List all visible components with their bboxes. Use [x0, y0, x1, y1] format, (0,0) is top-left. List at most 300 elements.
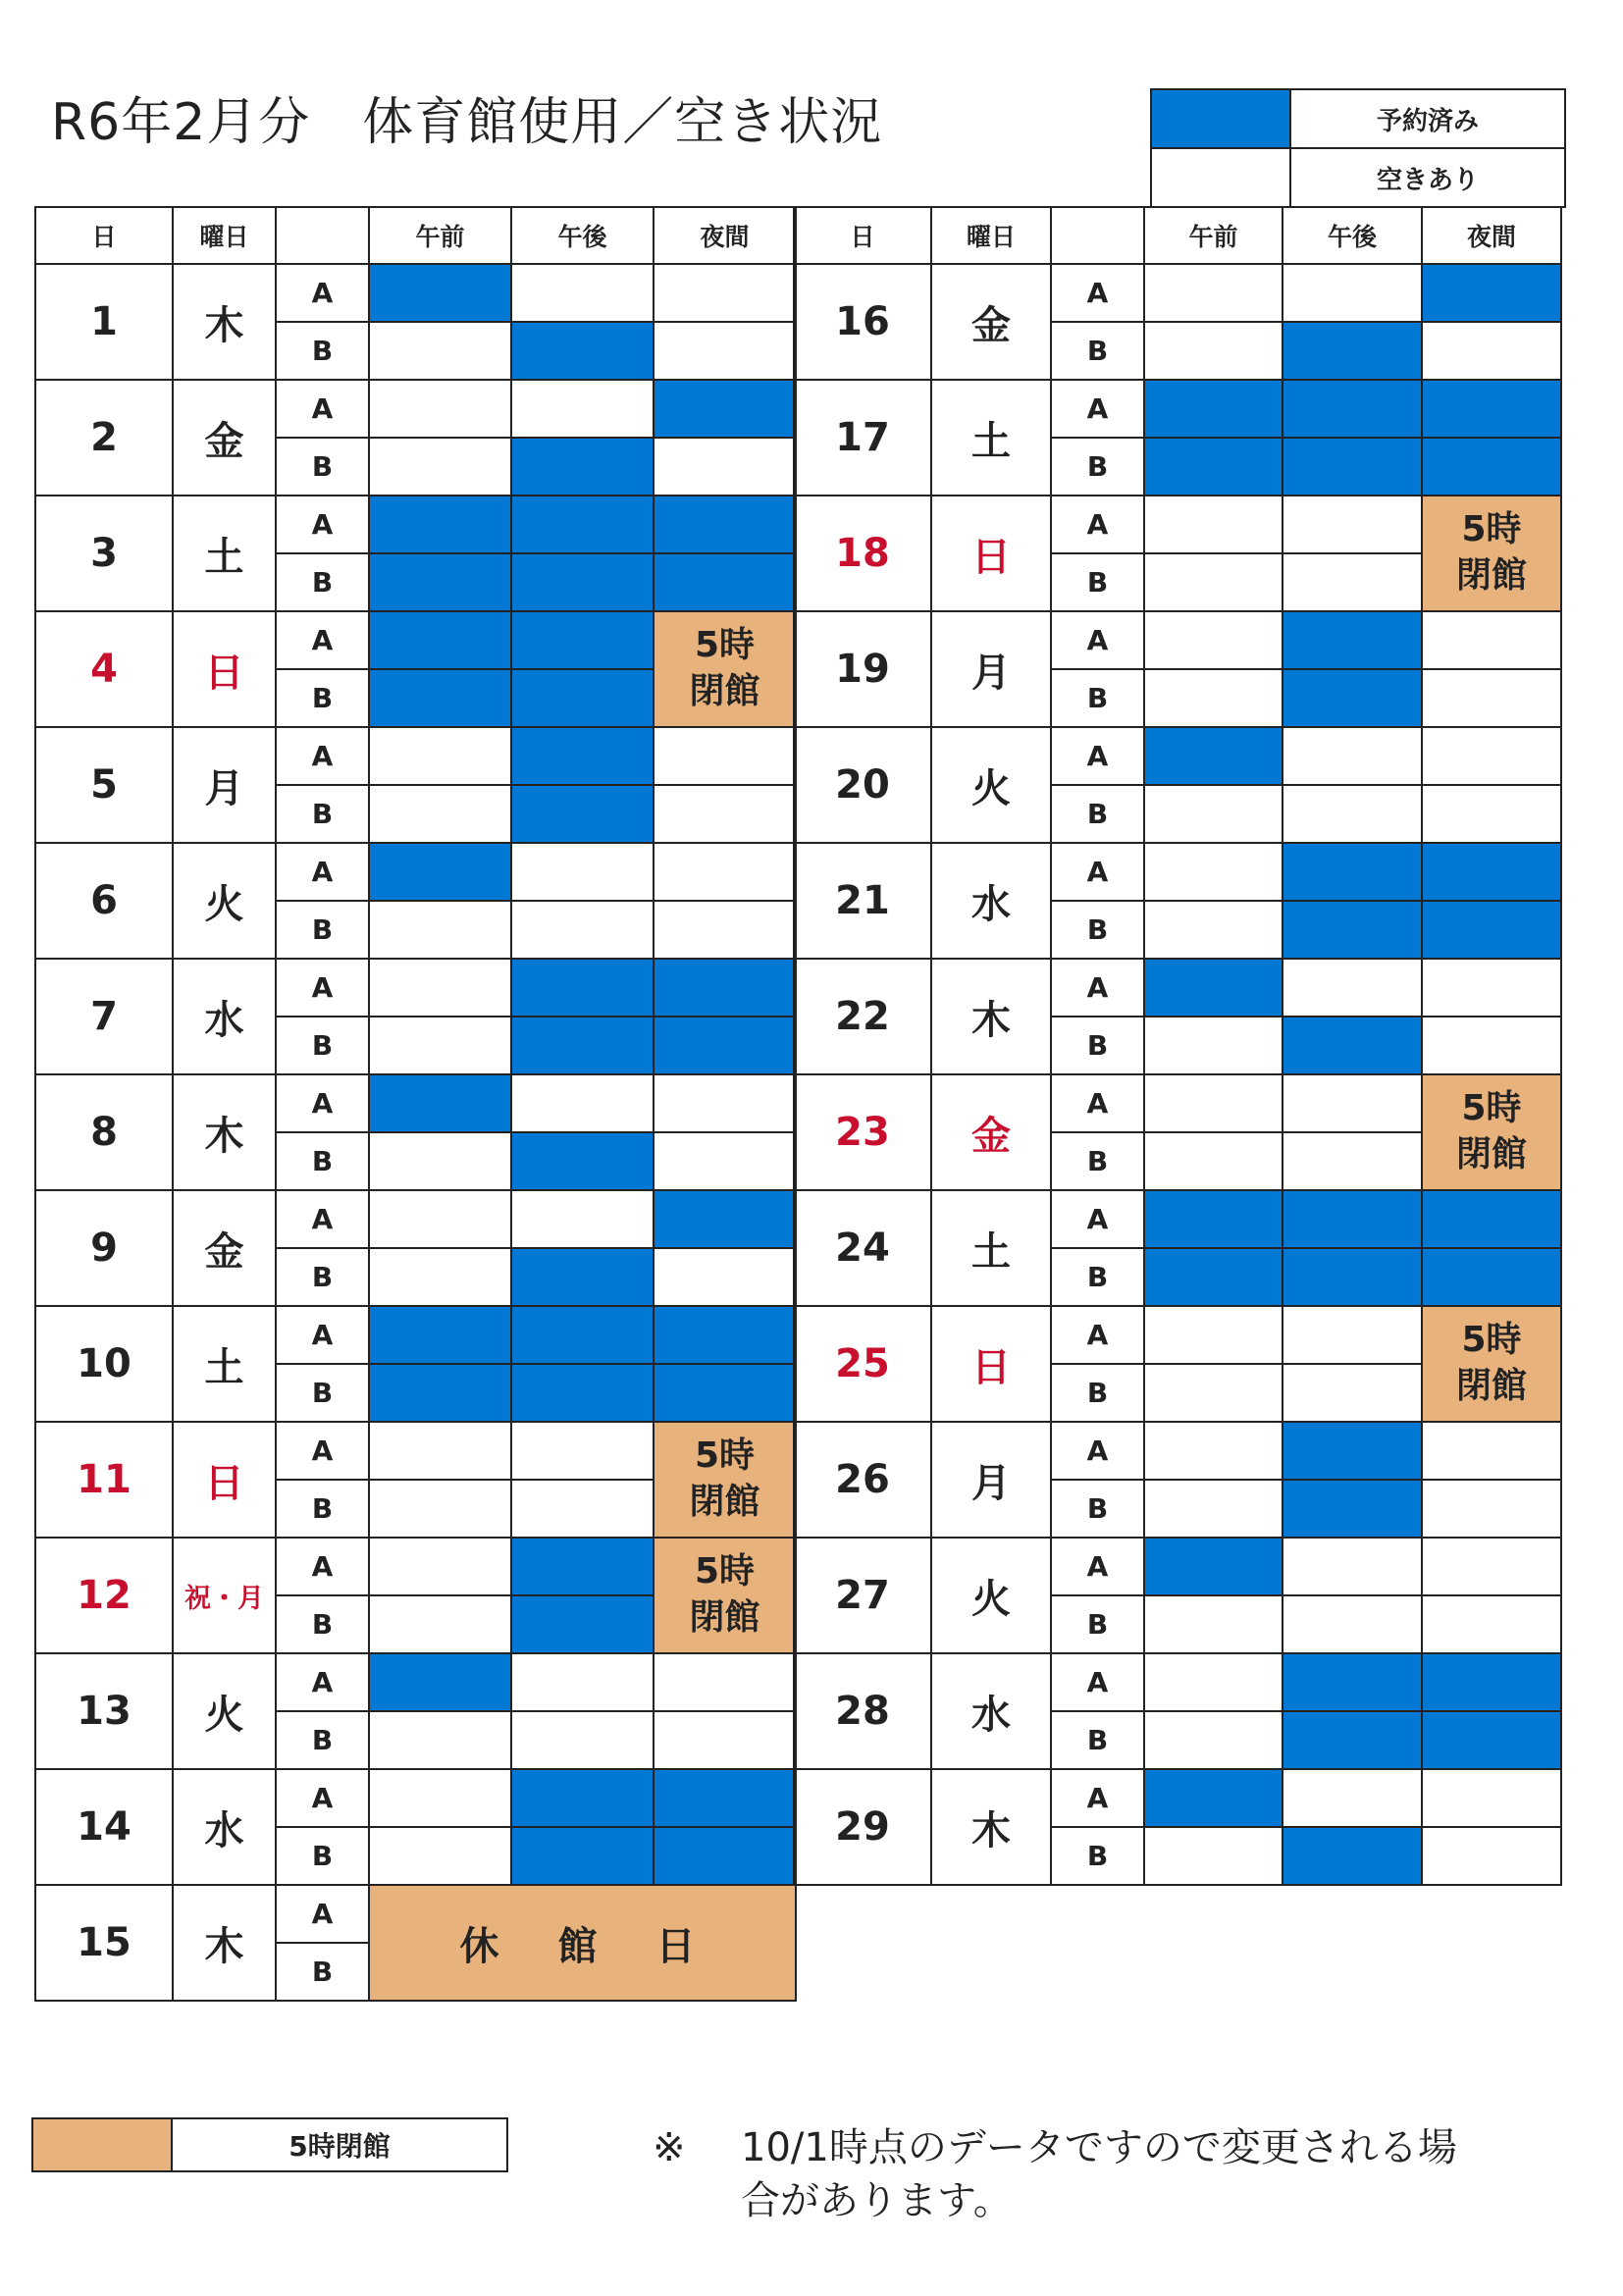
row-label-b: B — [276, 1017, 369, 1074]
slot-afternoon-b — [511, 1827, 654, 1885]
day-row-17 — [794, 380, 1561, 438]
slot-morning-a — [369, 1769, 511, 1827]
slot-morning-a — [1144, 1306, 1283, 1364]
slot-afternoon-a — [511, 959, 654, 1017]
slot-afternoon-b — [1283, 1827, 1422, 1885]
slot-night-b — [1422, 322, 1561, 380]
weekday: 日 — [173, 611, 276, 727]
row-label-b: B — [1051, 1132, 1144, 1190]
slot-morning-a — [369, 1538, 511, 1595]
day-row-15 — [35, 1885, 796, 1943]
slot-afternoon-a — [1283, 264, 1422, 322]
early-close-cell: 5時 閉館 — [1422, 496, 1561, 611]
row-label-b: B — [276, 1711, 369, 1769]
day-number: 13 — [35, 1653, 173, 1769]
header-morning: 午前 — [1144, 207, 1283, 264]
slot-night-b — [1422, 1595, 1561, 1653]
slot-morning-a — [369, 1653, 511, 1711]
weekday: 土 — [173, 1306, 276, 1422]
row-label-a: A — [1051, 611, 1144, 669]
day-row-9 — [35, 1190, 796, 1248]
row-label-b: B — [1051, 1480, 1144, 1538]
row-label-b: B — [276, 322, 369, 380]
row-label-a: A — [1051, 1306, 1144, 1364]
slot-afternoon-b — [1283, 1480, 1422, 1538]
slot-morning-b — [1144, 553, 1283, 611]
slot-afternoon-b — [1283, 322, 1422, 380]
slot-afternoon-b — [1283, 438, 1422, 496]
slot-afternoon-a — [1283, 496, 1422, 553]
row-label-b: B — [276, 1364, 369, 1422]
row-label-b: B — [1051, 1017, 1144, 1074]
weekday: 月 — [931, 1422, 1051, 1538]
row-label-a: A — [276, 1190, 369, 1248]
slot-afternoon-b — [511, 1711, 654, 1769]
slot-morning-a — [1144, 264, 1283, 322]
day-row-26 — [794, 1422, 1561, 1480]
slot-morning-b — [369, 1248, 511, 1306]
closed-day-cell: 休 館 日 — [369, 1885, 796, 2001]
slot-morning-a — [1144, 727, 1283, 785]
slot-afternoon-a — [1283, 843, 1422, 901]
slot-night-a — [1422, 959, 1561, 1017]
row-label-b: B — [1051, 1711, 1144, 1769]
slot-afternoon-a — [511, 380, 654, 438]
slot-night-b — [654, 1017, 796, 1074]
weekday: 水 — [173, 1769, 276, 1885]
legend-free-label: 空きあり — [1290, 148, 1565, 207]
day-number: 16 — [794, 264, 931, 380]
day-row-16 — [794, 264, 1561, 322]
day-row-2 — [35, 380, 796, 438]
slot-morning-b — [1144, 1595, 1283, 1653]
day-number: 11 — [35, 1422, 173, 1538]
slot-morning-a — [1144, 1538, 1283, 1595]
weekday: 土 — [931, 1190, 1051, 1306]
slot-night-b — [654, 1132, 796, 1190]
weekday: 金 — [931, 1074, 1051, 1190]
slot-morning-a — [369, 959, 511, 1017]
weekday: 火 — [931, 1538, 1051, 1653]
slot-morning-a — [369, 1190, 511, 1248]
schedule-body-left — [35, 264, 796, 2001]
row-label-b: B — [276, 1595, 369, 1653]
day-row-20 — [794, 727, 1561, 785]
legend-bottom — [31, 2117, 508, 2172]
day-number: 29 — [794, 1769, 931, 1885]
slot-morning-a — [1144, 959, 1283, 1017]
slot-morning-a — [1144, 843, 1283, 901]
day-number: 22 — [794, 959, 931, 1074]
day-row-13 — [35, 1653, 796, 1711]
day-number: 23 — [794, 1074, 931, 1190]
slot-morning-a — [1144, 1422, 1283, 1480]
slot-night-a — [654, 1190, 796, 1248]
early-close-cell: 5時 閉館 — [654, 1422, 796, 1538]
row-label-b: B — [1051, 669, 1144, 727]
row-label-a: A — [1051, 264, 1144, 322]
day-row-7 — [35, 959, 796, 1017]
row-label-a: A — [276, 1653, 369, 1711]
slot-morning-b — [369, 785, 511, 843]
row-label-b: B — [1051, 553, 1144, 611]
slot-night-a — [654, 843, 796, 901]
row-label-a: A — [276, 1885, 369, 1943]
early-close-cell: 5時 閉館 — [654, 1538, 796, 1653]
slot-night-a — [1422, 1653, 1561, 1711]
weekday: 木 — [173, 1074, 276, 1190]
day-number: 1 — [35, 264, 173, 380]
slot-afternoon-b — [511, 438, 654, 496]
slot-morning-b — [1144, 322, 1283, 380]
header-weekday: 曜日 — [931, 207, 1051, 264]
slot-morning-b — [369, 1017, 511, 1074]
slot-night-a — [654, 959, 796, 1017]
legend-early-close-label: 5時閉館 — [172, 2118, 507, 2171]
row-label-a: A — [1051, 727, 1144, 785]
slot-night-a — [654, 727, 796, 785]
row-label-b: B — [276, 1248, 369, 1306]
row-label-a: A — [1051, 1422, 1144, 1480]
legend-top — [1150, 88, 1566, 208]
day-number: 21 — [794, 843, 931, 959]
slot-night-b — [654, 553, 796, 611]
slot-afternoon-b — [1283, 1132, 1422, 1190]
day-number: 28 — [794, 1653, 931, 1769]
day-number: 19 — [794, 611, 931, 727]
row-label-a: A — [276, 1422, 369, 1480]
day-number: 24 — [794, 1190, 931, 1306]
schedule-table-right — [793, 206, 1562, 1886]
row-label-a: A — [1051, 1074, 1144, 1132]
day-number: 5 — [35, 727, 173, 843]
footnote — [653, 2121, 1467, 2227]
slot-night-b — [654, 322, 796, 380]
weekday: 土 — [173, 496, 276, 611]
slot-morning-b — [369, 322, 511, 380]
footnote-mark: ※ — [653, 2125, 686, 2170]
row-label-b: B — [276, 1132, 369, 1190]
row-label-a: A — [1051, 843, 1144, 901]
slot-night-b — [1422, 1827, 1561, 1885]
slot-morning-b — [369, 669, 511, 727]
slot-afternoon-b — [511, 322, 654, 380]
day-row-25 — [794, 1306, 1561, 1364]
day-row-8 — [35, 1074, 796, 1132]
slot-afternoon-a — [1283, 727, 1422, 785]
header-morning: 午前 — [369, 207, 511, 264]
slot-night-b — [1422, 901, 1561, 959]
slot-morning-b — [1144, 785, 1283, 843]
slot-afternoon-a — [511, 843, 654, 901]
day-row-1 — [35, 264, 796, 322]
slot-afternoon-a — [511, 727, 654, 785]
slot-afternoon-b — [1283, 1595, 1422, 1653]
slot-morning-a — [1144, 496, 1283, 553]
day-row-12 — [35, 1538, 796, 1595]
slot-afternoon-b — [1283, 1248, 1422, 1306]
slot-night-a — [1422, 843, 1561, 901]
slot-afternoon-a — [1283, 380, 1422, 438]
slot-night-a — [1422, 264, 1561, 322]
day-number: 6 — [35, 843, 173, 959]
row-label-b: B — [276, 901, 369, 959]
slot-afternoon-b — [1283, 1711, 1422, 1769]
slot-afternoon-b — [511, 1248, 654, 1306]
slot-afternoon-a — [511, 1653, 654, 1711]
day-number: 18 — [794, 496, 931, 611]
weekday: 火 — [173, 843, 276, 959]
header-night: 夜間 — [654, 207, 796, 264]
slot-morning-b — [369, 1711, 511, 1769]
footnote-text: 10/1時点のデータですので変更される場合があります。 — [741, 2125, 1457, 2223]
slot-morning-a — [1144, 1074, 1283, 1132]
slot-afternoon-b — [1283, 1364, 1422, 1422]
weekday: 祝・月 — [173, 1538, 276, 1653]
slot-afternoon-a — [511, 496, 654, 553]
header-weekday: 曜日 — [173, 207, 276, 264]
slot-night-a — [654, 380, 796, 438]
row-label-a: A — [276, 1538, 369, 1595]
row-label-b: B — [1051, 1364, 1144, 1422]
slot-morning-b — [369, 1132, 511, 1190]
weekday: 日 — [173, 1422, 276, 1538]
slot-morning-b — [1144, 1711, 1283, 1769]
slot-afternoon-b — [1283, 785, 1422, 843]
schedule-table-left — [34, 206, 797, 2002]
slot-afternoon-b — [511, 1480, 654, 1538]
row-label-b: B — [1051, 1595, 1144, 1653]
day-number: 27 — [794, 1538, 931, 1653]
header-night: 夜間 — [1422, 207, 1561, 264]
day-number: 2 — [35, 380, 173, 496]
row-label-b: B — [276, 1480, 369, 1538]
row-label-a: A — [1051, 1653, 1144, 1711]
day-row-19 — [794, 611, 1561, 669]
header-afternoon: 午後 — [511, 207, 654, 264]
slot-morning-b — [1144, 669, 1283, 727]
slot-afternoon-a — [1283, 1190, 1422, 1248]
day-row-4 — [35, 611, 796, 669]
slot-night-b — [1422, 785, 1561, 843]
row-label-b: B — [1051, 322, 1144, 380]
weekday: 水 — [173, 959, 276, 1074]
slot-afternoon-a — [511, 1538, 654, 1595]
slot-morning-a — [1144, 1653, 1283, 1711]
slot-morning-b — [1144, 1248, 1283, 1306]
slot-afternoon-b — [511, 1132, 654, 1190]
slot-morning-b — [369, 1364, 511, 1422]
day-row-27 — [794, 1538, 1561, 1595]
slot-afternoon-a — [511, 1190, 654, 1248]
slot-night-b — [654, 1827, 796, 1885]
page-title: R6年2月分 体育館使用／空き状況 — [51, 93, 883, 152]
slot-afternoon-b — [511, 785, 654, 843]
slot-afternoon-b — [511, 901, 654, 959]
header-afternoon: 午後 — [1283, 207, 1422, 264]
legend-early-close-swatch — [32, 2118, 172, 2171]
slot-morning-b — [1144, 1364, 1283, 1422]
slot-morning-a — [369, 1306, 511, 1364]
slot-morning-a — [1144, 1769, 1283, 1827]
slot-afternoon-a — [511, 1306, 654, 1364]
slot-afternoon-a — [1283, 611, 1422, 669]
weekday: 金 — [173, 1190, 276, 1306]
slot-night-a — [1422, 727, 1561, 785]
slot-night-a — [1422, 1422, 1561, 1480]
day-row-28 — [794, 1653, 1561, 1711]
slot-afternoon-a — [1283, 1653, 1422, 1711]
slot-morning-b — [369, 1827, 511, 1885]
row-label-a: A — [276, 843, 369, 901]
slot-morning-a — [369, 611, 511, 669]
row-label-b: B — [1051, 785, 1144, 843]
slot-night-a — [654, 496, 796, 553]
day-number: 3 — [35, 496, 173, 611]
slot-night-b — [1422, 1017, 1561, 1074]
day-row-29 — [794, 1769, 1561, 1827]
slot-night-a — [654, 264, 796, 322]
day-number: 10 — [35, 1306, 173, 1422]
header-day: 日 — [35, 207, 173, 264]
slot-morning-a — [369, 380, 511, 438]
slot-night-b — [654, 438, 796, 496]
slot-night-a — [654, 1074, 796, 1132]
row-label-a: A — [276, 496, 369, 553]
row-label-a: A — [276, 1769, 369, 1827]
day-row-10 — [35, 1306, 796, 1364]
slot-afternoon-a — [1283, 959, 1422, 1017]
slot-morning-a — [1144, 1190, 1283, 1248]
early-close-cell: 5時 閉館 — [654, 611, 796, 727]
day-number: 14 — [35, 1769, 173, 1885]
slot-afternoon-b — [1283, 669, 1422, 727]
row-label-a: A — [276, 959, 369, 1017]
header-day: 日 — [794, 207, 931, 264]
row-label-a: A — [276, 380, 369, 438]
slot-night-a — [654, 1653, 796, 1711]
slot-afternoon-b — [511, 1017, 654, 1074]
slot-night-b — [654, 785, 796, 843]
weekday: 木 — [173, 264, 276, 380]
slot-afternoon-a — [1283, 1306, 1422, 1364]
slot-night-b — [1422, 1480, 1561, 1538]
row-label-b: B — [276, 553, 369, 611]
day-number: 20 — [794, 727, 931, 843]
row-label-a: A — [276, 1074, 369, 1132]
slot-afternoon-b — [511, 1595, 654, 1653]
row-label-a: A — [276, 264, 369, 322]
slot-afternoon-a — [511, 1074, 654, 1132]
legend-booked-swatch — [1151, 89, 1290, 148]
day-row-22 — [794, 959, 1561, 1017]
day-row-11 — [35, 1422, 796, 1480]
slot-morning-b — [1144, 1827, 1283, 1885]
slot-afternoon-b — [511, 669, 654, 727]
schedule-body-right — [794, 264, 1561, 1885]
slot-afternoon-b — [1283, 1017, 1422, 1074]
slot-afternoon-a — [1283, 1422, 1422, 1480]
slot-afternoon-a — [1283, 1074, 1422, 1132]
slot-night-b — [1422, 438, 1561, 496]
day-number: 7 — [35, 959, 173, 1074]
slot-night-a — [1422, 611, 1561, 669]
slot-night-a — [1422, 1769, 1561, 1827]
header-ab — [1051, 207, 1144, 264]
slot-morning-b — [369, 553, 511, 611]
slot-afternoon-a — [511, 611, 654, 669]
slot-night-b — [654, 1248, 796, 1306]
slot-morning-a — [369, 727, 511, 785]
slot-morning-a — [369, 1074, 511, 1132]
weekday: 金 — [931, 264, 1051, 380]
row-label-b: B — [1051, 1248, 1144, 1306]
day-number: 8 — [35, 1074, 173, 1190]
weekday: 火 — [173, 1653, 276, 1769]
slot-night-a — [1422, 1190, 1561, 1248]
slot-night-b — [654, 901, 796, 959]
slot-morning-b — [1144, 901, 1283, 959]
slot-afternoon-b — [1283, 553, 1422, 611]
day-row-14 — [35, 1769, 796, 1827]
day-row-3 — [35, 496, 796, 553]
header-ab — [276, 207, 369, 264]
early-close-cell: 5時 閉館 — [1422, 1306, 1561, 1422]
slot-morning-a — [369, 264, 511, 322]
row-label-a: A — [1051, 1769, 1144, 1827]
weekday: 木 — [931, 959, 1051, 1074]
day-number: 15 — [35, 1885, 173, 2001]
row-label-a: A — [276, 611, 369, 669]
weekday: 火 — [931, 727, 1051, 843]
slot-morning-a — [369, 843, 511, 901]
legend-free-swatch — [1151, 148, 1290, 207]
slot-night-b — [1422, 669, 1561, 727]
weekday: 水 — [931, 843, 1051, 959]
slot-morning-b — [369, 901, 511, 959]
row-label-b: B — [1051, 901, 1144, 959]
row-label-a: A — [276, 1306, 369, 1364]
slot-morning-b — [369, 1480, 511, 1538]
weekday: 日 — [931, 1306, 1051, 1422]
weekday: 木 — [931, 1769, 1051, 1885]
weekday: 日 — [931, 496, 1051, 611]
slot-night-b — [654, 1711, 796, 1769]
row-label-a: A — [1051, 959, 1144, 1017]
slot-night-b — [654, 1364, 796, 1422]
day-number: 25 — [794, 1306, 931, 1422]
weekday: 金 — [173, 380, 276, 496]
slot-night-a — [1422, 1538, 1561, 1595]
slot-night-a — [1422, 380, 1561, 438]
day-row-21 — [794, 843, 1561, 901]
day-number: 4 — [35, 611, 173, 727]
slot-afternoon-a — [511, 1769, 654, 1827]
row-label-a: A — [1051, 496, 1144, 553]
row-label-a: A — [1051, 1190, 1144, 1248]
slot-afternoon-a — [511, 264, 654, 322]
slot-night-a — [654, 1769, 796, 1827]
slot-morning-a — [369, 1422, 511, 1480]
row-label-b: B — [276, 669, 369, 727]
day-number: 26 — [794, 1422, 931, 1538]
day-row-18 — [794, 496, 1561, 553]
day-row-6 — [35, 843, 796, 901]
slot-afternoon-b — [511, 553, 654, 611]
slot-afternoon-b — [1283, 901, 1422, 959]
early-close-cell: 5時 閉館 — [1422, 1074, 1561, 1190]
slot-afternoon-a — [511, 1422, 654, 1480]
